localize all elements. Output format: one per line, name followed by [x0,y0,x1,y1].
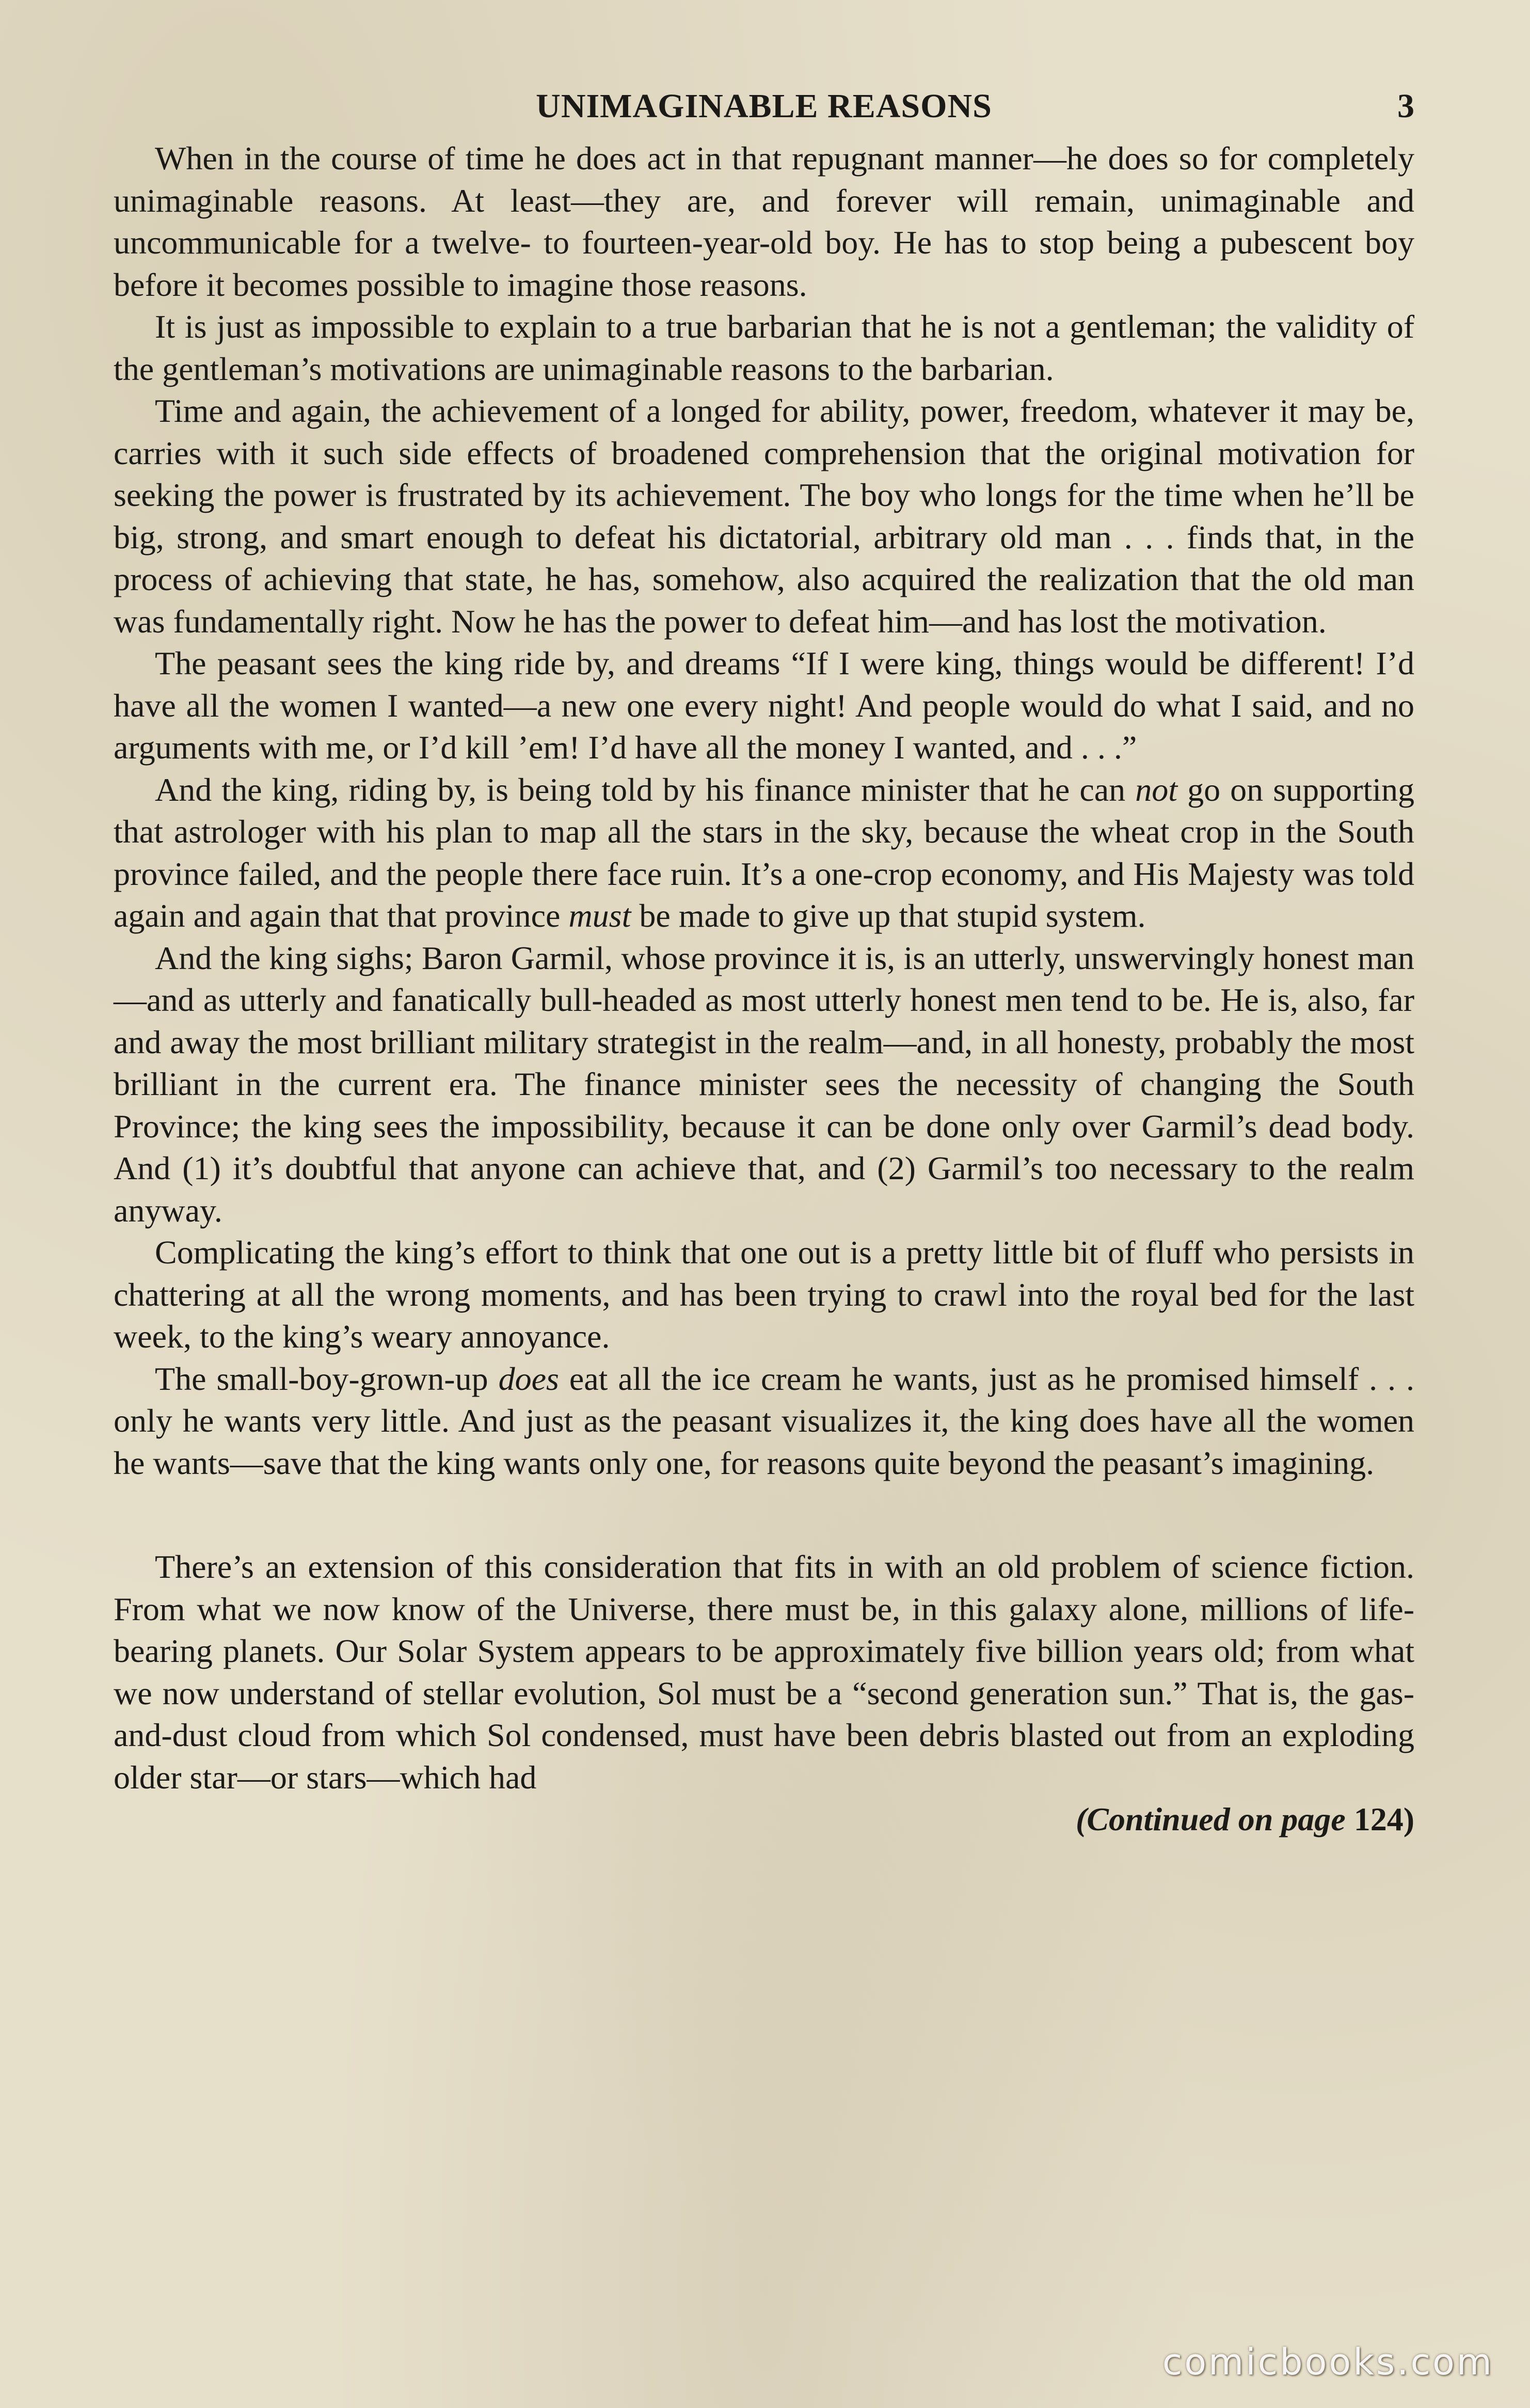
paragraph-text: go on supporting that astrologer with his plan to map all the stars in the sky, because the wheat crop in the South province failed, and the people there face ruin. It’s a one-crop economy, and His Majesty was told again and again that that province [114,771,1415,934]
section-break [114,1484,1414,1546]
continuation-close-paren: ) [1403,1801,1414,1837]
paragraph: Complicating the king’s effort to think that one out is a pretty little bit of fluff who persists in chattering at all the wrong moments, and has been trying to crawl into the royal bed for the last week, to the king’s weary annoyance. [114,1234,1414,1355]
italic-emphasis: does [498,1360,559,1397]
running-title: UNIMAGINABLE REASONS [536,87,992,125]
paragraph: Time and again, the achievement of a longed for ability, power, freedom, whatever it may be, carries with it such side effects of broadened comprehension that the original motivation for seeking the power is frustrated by its achievement. The boy who longs for the time when he’ll be big, strong, and smart enough to defeat his dictatorial, arbitrary old man . . . finds that, in the process of achieving that state, he has, somehow, also acquired the realization that the old man was fundamentally right. Now he has the power to defeat him—and has lost the motivation. [114,392,1414,640]
paragraph-text: be made to give up that stupid system. [631,897,1146,934]
watermark: comicbooks.com [1162,2341,1494,2383]
page-number: 3 [1397,87,1414,125]
paragraph: And the king sighs; Baron Garmil, whose province it is, is an utterly, unswervingly honest man—and as utterly and fanatically bull-headed as most utterly honest men tend to be. He is, also, far and away the most brilliant military strategist in the realm—and, in all honesty, probably the most brilliant in the current era. The finance minister sees the necessity of changing the South Province; the king sees the impossibility, because it can be done only over Garmil’s dead body. And (1) it’s doubtful that anyone can achieve that, and (2) Garmil’s too necessary to the realm anyway. [114,939,1414,1229]
continuation-note [114,1798,1414,1841]
italic-emphasis: not [1135,771,1178,808]
article-body [114,137,1414,1841]
paragraph-text: The small-boy-grown-up [155,1360,499,1397]
paragraph [114,769,1414,937]
continuation-open-paren: ( [1075,1801,1087,1837]
paragraph: The peasant sees the king ride by, and dreams “If I were king, things would be different! I’d have all the women I wanted—a new one every night! And people would do what I said, and no arguments with me, or I’d kill ’em! I’d have all the money I wanted, and . . .” [114,645,1414,766]
paragraph: When in the course of time he does act in that repugnant manner—he does so for completely unimaginable reasons. At least—they are, and forever will remain, unimaginable and uncommunicable for a twelve- to fourteen-year-old boy. He has to stop being a pubescent boy before it becomes possible to imagine those reasons. [114,140,1414,303]
continuation-label: Continued on page [1087,1801,1346,1837]
italic-emphasis: must [568,897,631,934]
running-header [114,83,1414,139]
book-page [114,83,1414,2334]
paragraph [114,1358,1414,1484]
paragraph: It is just as impossible to explain to a true barbarian that he is not a gentleman; the validity of the gentleman’s motivations are unimaginable reasons to the barbarian. [114,308,1414,387]
continuation-page-number: 124 [1353,1801,1404,1837]
paragraph-text: eat all the ice cream he wants, just as he promised himself . . . only he wants very little. And just as the peasant visualizes it, the king does have all the women he wants—save that the king wants only one, for reasons quite beyond the peasant’s imagining. [114,1360,1415,1481]
paragraph-text: And the king, riding by, is being told by his finance minister that he can [155,771,1136,808]
paragraph: There’s an extension of this consideration that fits in with an old problem of science fiction. From what we now know of the Universe, there must be, in this galaxy alone, millions of life-bearing planets. Our Solar System appears to be approximately five billion years old; from what we now understand of stellar evolution, Sol must be a “second generation sun.” That is, the gas-and-dust cloud from which Sol condensed, must have been debris blasted out from an exploding older star—or stars—which had [114,1548,1414,1796]
